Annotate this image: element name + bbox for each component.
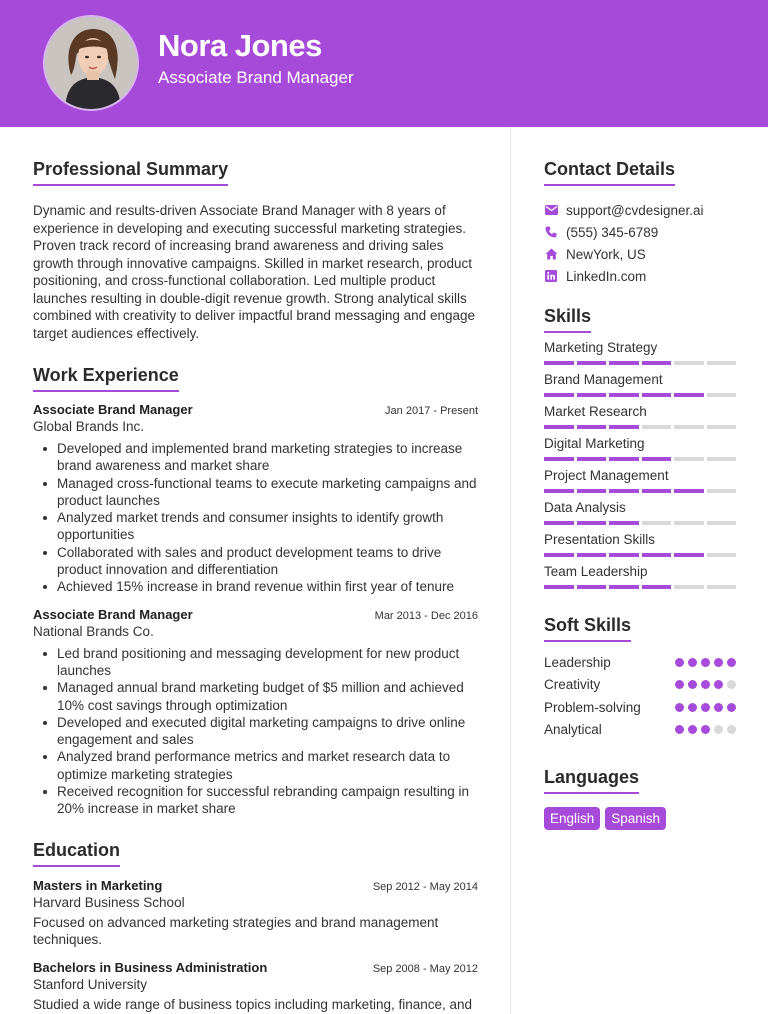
job-role: Associate Brand Manager: [33, 402, 193, 417]
rating-dot-filled: [688, 658, 697, 667]
skill-segment-filled: [544, 393, 574, 397]
skill-segment-filled: [577, 361, 607, 365]
sidebar-column: [544, 159, 736, 830]
skill-segment-filled: [609, 425, 639, 429]
job-date: Mar 2013 - Dec 2016: [374, 609, 478, 622]
skill-segment-filled: [674, 553, 704, 557]
skill-level-bar: [544, 457, 736, 461]
language-pill: English: [544, 807, 600, 830]
skill-level-bar: [544, 553, 736, 557]
soft-skill-name: Analytical: [544, 722, 602, 738]
rating-dot-filled: [714, 703, 723, 712]
job-bullet: Analyzed market trends and consumer insights to identify growth opportunities: [33, 509, 478, 544]
job-bullet: Managed cross-functional teams to execute marketing campaigns and product launches: [33, 475, 478, 510]
education-date: Sep 2008 - May 2012: [372, 962, 478, 975]
skill-segment-empty: [707, 521, 737, 525]
contact-email-text: support@cvdesigner.ai: [566, 202, 704, 218]
rating-dot-filled: [675, 680, 684, 689]
job-bullet: Analyzed brand performance metrics and market research data to optimize marketing strategies: [33, 748, 478, 783]
languages-section: [544, 767, 736, 830]
skill-segment-empty: [707, 489, 737, 493]
skill-segment-empty: [674, 361, 704, 365]
rating-dot-filled: [688, 680, 697, 689]
skill-segment-filled: [609, 521, 639, 525]
job-date: Jan 2017 - Present: [385, 405, 478, 417]
education-section: [33, 840, 478, 1014]
rating-dot-filled: [701, 703, 710, 712]
rating-dot-empty: [714, 725, 723, 734]
skill-segment-filled: [609, 585, 639, 589]
profile-photo: [43, 15, 139, 111]
soft-skill-rating: [675, 680, 736, 689]
summary-text: Dynamic and results-driven Associate Brand Manager with 8 years of experience in developing and executing successful marketing strategies. Proven track record of increasing brand awareness and driving sales growth through innovative campaigns. Skilled in market research, product positioning, and cross-functional collaboration. Led multiple product launches resulting in double-digit revenue growth. Strong analytical skills combined with creativity to deliver impactful brand messaging and engage target audiences effectively.: [33, 203, 475, 341]
skill-name: Marketing Strategy: [544, 340, 658, 355]
contact-linkedin-text: LinkedIn.com: [566, 268, 647, 284]
skill-segment-filled: [609, 553, 639, 557]
skill-segment-filled: [609, 489, 639, 493]
soft-skill-name: Problem-solving: [544, 699, 641, 715]
skill-segment-empty: [707, 585, 737, 589]
skill-level-bar: [544, 425, 736, 429]
contact-phone-text: (555) 345-6789: [566, 224, 659, 240]
skill-segment-filled: [642, 553, 672, 557]
job-entry: [33, 402, 478, 596]
education-description: Studied a wide range of business topics including marketing, finance, and: [33, 996, 473, 1012]
rating-dot-filled: [727, 658, 736, 667]
skill-name: Data Analysis: [544, 500, 626, 515]
skill-segment-filled: [577, 553, 607, 557]
skill-segment-filled: [609, 393, 639, 397]
column-divider: [510, 127, 511, 1014]
skill-name: Project Management: [544, 468, 669, 483]
skill-segment-filled: [642, 393, 672, 397]
skill-segment-filled: [642, 361, 672, 365]
education-entry: [33, 878, 478, 949]
skill-item: [544, 500, 736, 525]
skill-segment-filled: [609, 361, 639, 365]
rating-dot-filled: [714, 658, 723, 667]
skill-level-bar: [544, 489, 736, 493]
skill-segment-empty: [707, 425, 737, 429]
skill-segment-filled: [544, 489, 574, 493]
rating-dot-filled: [688, 703, 697, 712]
soft-skill-name: Creativity: [544, 677, 601, 693]
contact-linkedin[interactable]: [544, 265, 736, 287]
skill-segment-filled: [544, 553, 574, 557]
summary-section: [33, 159, 478, 342]
skill-name: Presentation Skills: [544, 532, 656, 547]
soft-skill-name: Leadership: [544, 654, 611, 670]
skill-segment-filled: [609, 457, 639, 461]
education-entry: [33, 960, 478, 1014]
rating-dot-filled: [701, 680, 710, 689]
education-date: Sep 2012 - May 2014: [372, 880, 478, 893]
skill-segment-filled: [642, 457, 672, 461]
skill-name: Digital Marketing: [544, 436, 645, 451]
rating-dot-filled: [675, 725, 684, 734]
job-bullet: Collaborated with sales and product development teams to drive product innovation and differentiation: [33, 544, 478, 579]
skills-heading: Skills: [544, 306, 591, 333]
skill-segment-filled: [544, 361, 574, 365]
soft-skill-rating: [675, 658, 736, 667]
skill-segment-empty: [674, 521, 704, 525]
job-bullets: [33, 440, 478, 596]
soft-skill-item: [544, 719, 736, 742]
job-bullet: Developed and implemented brand marketing strategies to increase brand awareness and market share: [33, 440, 478, 475]
linkedin-icon: [544, 269, 558, 283]
skill-item: [544, 436, 736, 461]
job-bullet: Developed and executed digital marketing campaigns to drive online engagement and sales: [33, 714, 478, 749]
skill-name: Team Leadership: [544, 564, 648, 579]
skill-level-bar: [544, 585, 736, 589]
resume-header: [0, 0, 768, 127]
contact-phone[interactable]: [544, 221, 736, 243]
skill-segment-empty: [642, 521, 672, 525]
skill-segment-filled: [642, 489, 672, 493]
skill-segment-filled: [577, 585, 607, 589]
rating-dot-empty: [727, 725, 736, 734]
skill-name: Brand Management: [544, 372, 663, 387]
skill-segment-filled: [642, 585, 672, 589]
skills-section: [544, 306, 736, 589]
job-bullets: [33, 645, 478, 818]
skill-item: [544, 372, 736, 397]
education-degree: Masters in Marketing: [33, 877, 163, 893]
rating-dot-filled: [688, 725, 697, 734]
job-bullet: Managed annual brand marketing budget of $5 million and achieved 10% cost savings through optimization: [33, 679, 478, 714]
skill-segment-empty: [674, 457, 704, 461]
skill-segment-filled: [544, 585, 574, 589]
job-bullet: Achieved 15% increase in brand revenue within first year of tenure: [33, 578, 478, 595]
main-column: [33, 159, 478, 1013]
skill-name: Market Research: [544, 404, 647, 419]
education-description: Focused on advanced marketing strategies and brand management techniques.: [33, 914, 439, 948]
contact-heading: Contact Details: [544, 159, 675, 186]
skill-segment-filled: [544, 521, 574, 525]
skill-segment-empty: [707, 457, 737, 461]
home-icon: [544, 247, 558, 261]
language-pill: Spanish: [605, 807, 666, 830]
rating-dot-filled: [675, 703, 684, 712]
skill-segment-filled: [674, 393, 704, 397]
skill-segment-filled: [544, 457, 574, 461]
soft-skills-section: [544, 615, 736, 741]
candidate-title: Associate Brand Manager: [158, 68, 354, 87]
soft-skills-list: [544, 651, 736, 741]
rating-dot-filled: [701, 725, 710, 734]
skill-segment-empty: [642, 425, 672, 429]
soft-skill-item: [544, 674, 736, 697]
skill-item: [544, 404, 736, 429]
skill-segment-filled: [577, 425, 607, 429]
soft-skill-rating: [675, 703, 736, 712]
skill-item: [544, 564, 736, 589]
skills-list: [544, 340, 736, 589]
skill-item: [544, 340, 736, 365]
skill-level-bar: [544, 521, 736, 525]
job-bullet: Led brand positioning and messaging development for new product launches: [33, 645, 478, 680]
skill-level-bar: [544, 393, 736, 397]
soft-skills-heading: Soft Skills: [544, 615, 631, 642]
languages-heading: Languages: [544, 767, 639, 794]
job-entry: [33, 607, 478, 818]
work-section: [33, 365, 478, 818]
contact-location: [544, 243, 736, 265]
skill-segment-filled: [544, 425, 574, 429]
education-school: Stanford University: [33, 976, 148, 992]
contact-email[interactable]: [544, 199, 736, 221]
job-role: Associate Brand Manager: [33, 606, 193, 622]
envelope-icon: [544, 203, 558, 217]
candidate-name: Nora Jones: [158, 28, 322, 63]
education-school: Harvard Business School: [33, 894, 185, 910]
education-heading: Education: [33, 840, 120, 867]
languages-list: [544, 807, 736, 830]
summary-heading: Professional Summary: [33, 159, 228, 186]
soft-skill-rating: [675, 725, 736, 734]
skill-item: [544, 532, 736, 557]
rating-dot-filled: [714, 680, 723, 689]
skill-segment-empty: [707, 553, 737, 557]
skill-segment-filled: [674, 489, 704, 493]
work-heading: Work Experience: [33, 365, 179, 392]
contact-location-text: NewYork, US: [566, 246, 646, 262]
rating-dot-filled: [675, 658, 684, 667]
rating-dot-empty: [727, 680, 736, 689]
rating-dot-filled: [727, 703, 736, 712]
job-bullet: Received recognition for successful rebranding campaign resulting in 20% increase in market share: [33, 783, 478, 818]
job-company: National Brands Co.: [33, 623, 154, 639]
skill-segment-empty: [674, 585, 704, 589]
job-company: Global Brands Inc.: [33, 419, 145, 434]
soft-skill-item: [544, 651, 736, 674]
rating-dot-filled: [701, 658, 710, 667]
profile-photo-illustration: [45, 17, 139, 111]
education-degree: Bachelors in Business Administration: [33, 959, 268, 975]
skill-level-bar: [544, 361, 736, 365]
skill-segment-empty: [674, 425, 704, 429]
phone-icon: [544, 225, 558, 239]
contact-section: [544, 159, 736, 287]
skill-segment-empty: [707, 393, 737, 397]
skill-segment-empty: [707, 361, 737, 365]
skill-item: [544, 468, 736, 493]
skill-segment-filled: [577, 521, 607, 525]
skill-segment-filled: [577, 489, 607, 493]
skill-segment-filled: [577, 457, 607, 461]
soft-skill-item: [544, 696, 736, 719]
skill-segment-filled: [577, 393, 607, 397]
